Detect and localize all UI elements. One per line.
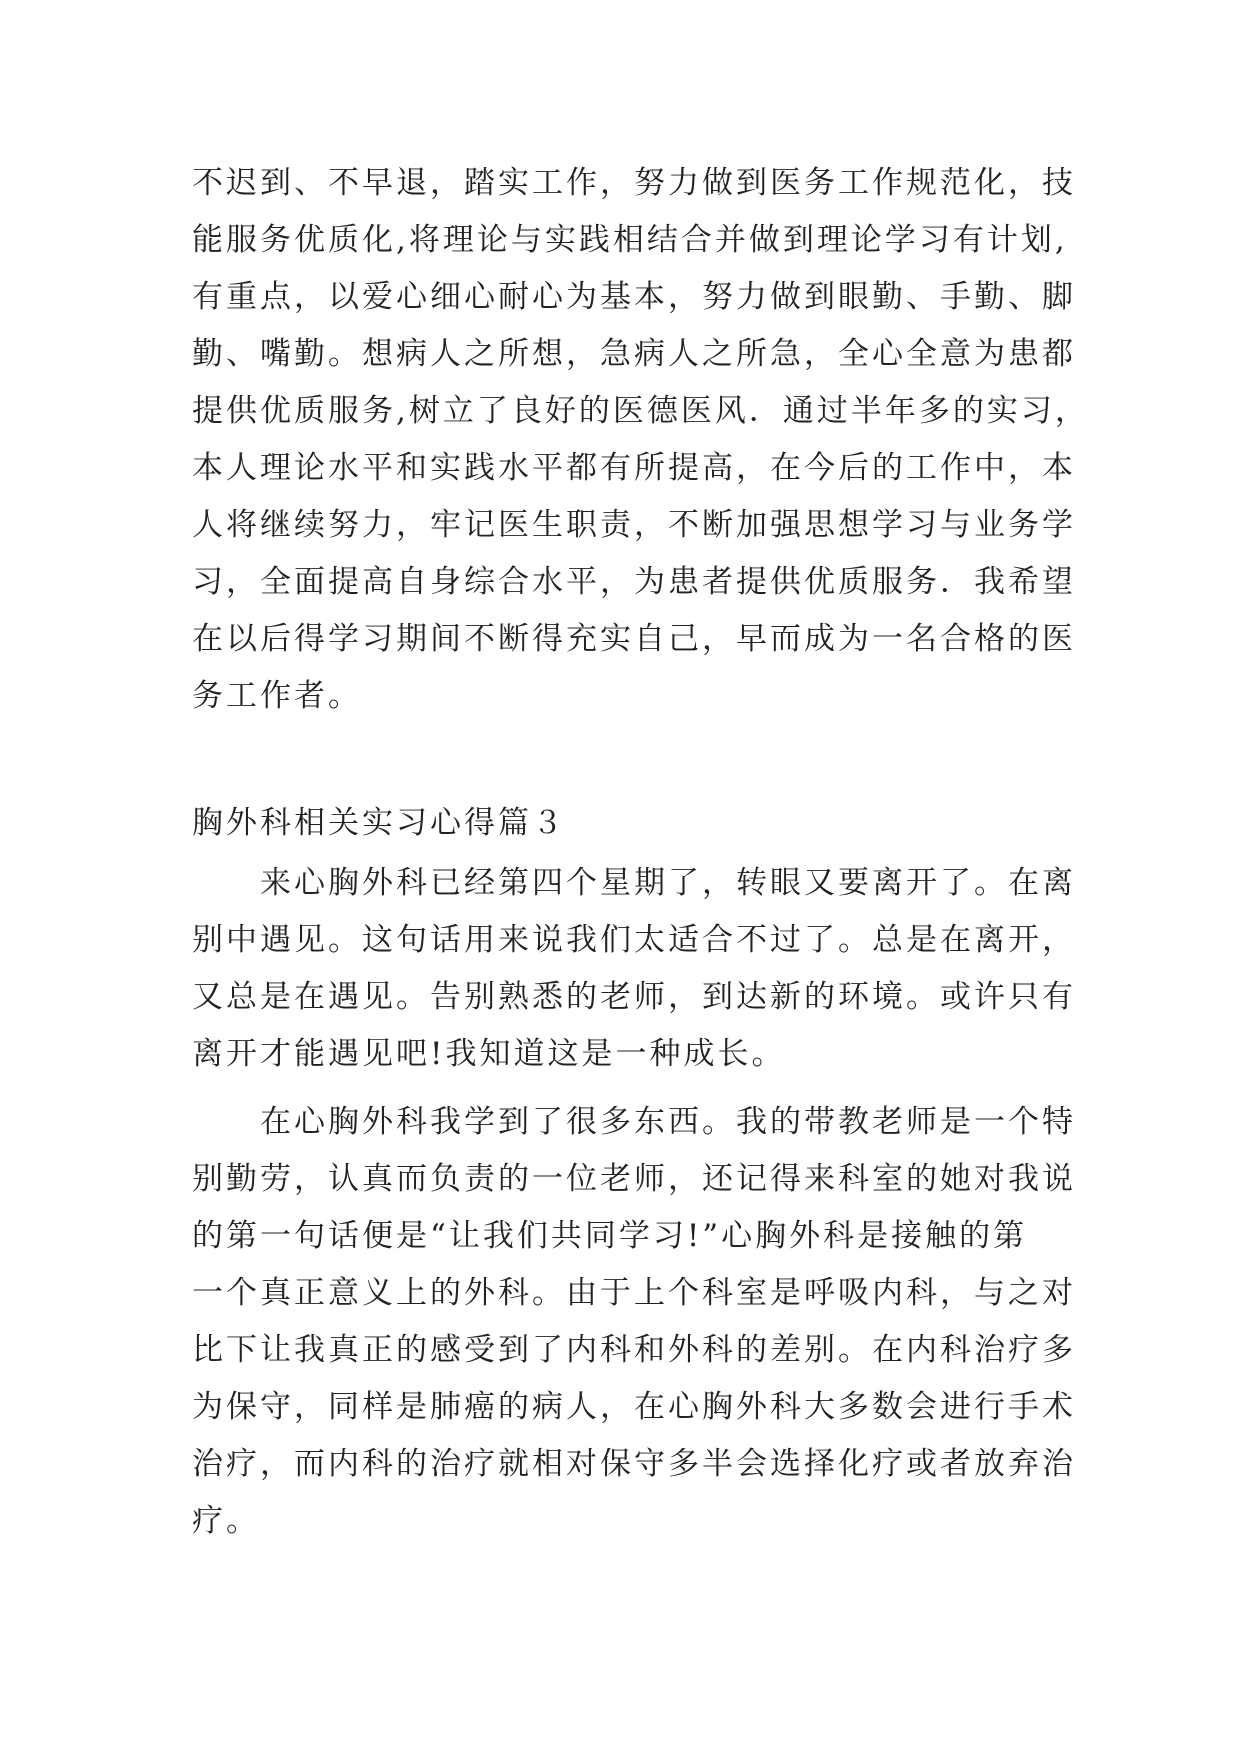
text-line: 别勤劳，认真而负责的一位老师，还记得来科室的她对我说	[192, 1161, 1076, 1197]
text-line: 能服务优质化,将理论与实践相结合并做到理论学习有计划,	[192, 222, 1068, 258]
text-line: 为保守，同样是肺癌的病人，在心胸外科大多数会进行手术	[192, 1389, 1076, 1425]
text-line: 有重点，以爱心细心耐心为基本，努力做到眼勤、手勤、脚	[192, 279, 1076, 315]
text-line: 勤、嘴勤。想病人之所想，急病人之所急，全心全意为患都	[192, 336, 1076, 372]
text-line: 又总是在遇见。告别熟悉的老师，到达新的环境。或许只有	[192, 979, 1076, 1015]
text-line: 在以后得学习期间不断得充实自己，早而成为一名合格的医	[192, 621, 1076, 657]
text-line: 一个真正意义上的外科。由于上个科室是呼吸内科，与之对	[192, 1275, 1076, 1311]
text-line: 务工作者。	[192, 678, 362, 714]
text-line: 来心胸外科已经第四个星期了，转眼又要离开了。在离	[192, 865, 1076, 901]
text-line: 离开才能遇见吧!我知道这是一种成长。	[192, 1036, 786, 1072]
text-line: 人将继续努力，牢记医生职责，不断加强思想学习与业务学	[192, 507, 1076, 543]
text-line: 本人理论水平和实践水平都有所提高，在今后的工作中，本	[192, 450, 1076, 486]
text-line: 提供优质服务,树立了良好的医德医风．通过半年多的实习，	[192, 393, 1089, 429]
text-line: 治疗，而内科的治疗就相对保守多半会选择化疗或者放弃治	[192, 1446, 1076, 1482]
text-line: 别中遇见。这句话用来说我们太适合不过了。总是在离开，	[192, 922, 1076, 958]
text-line: 疗。	[192, 1503, 260, 1539]
text-line: 比下让我真正的感受到了内科和外科的差别。在内科治疗多	[192, 1332, 1076, 1368]
text-line: 不迟到、不早退，踏实工作，努力做到医务工作规范化，技	[192, 165, 1076, 201]
text-line: 在心胸外科我学到了很多东西。我的带教老师是一个特	[192, 1104, 1076, 1140]
text-line: 的第一句话便是“让我们共同学习!”心胸外科是接触的第	[192, 1218, 1028, 1254]
text-line: 习，全面提高自身综合水平，为患者提供优质服务．我希望	[192, 564, 1076, 600]
section-heading: 胸外科相关实习心得篇３	[192, 805, 566, 841]
